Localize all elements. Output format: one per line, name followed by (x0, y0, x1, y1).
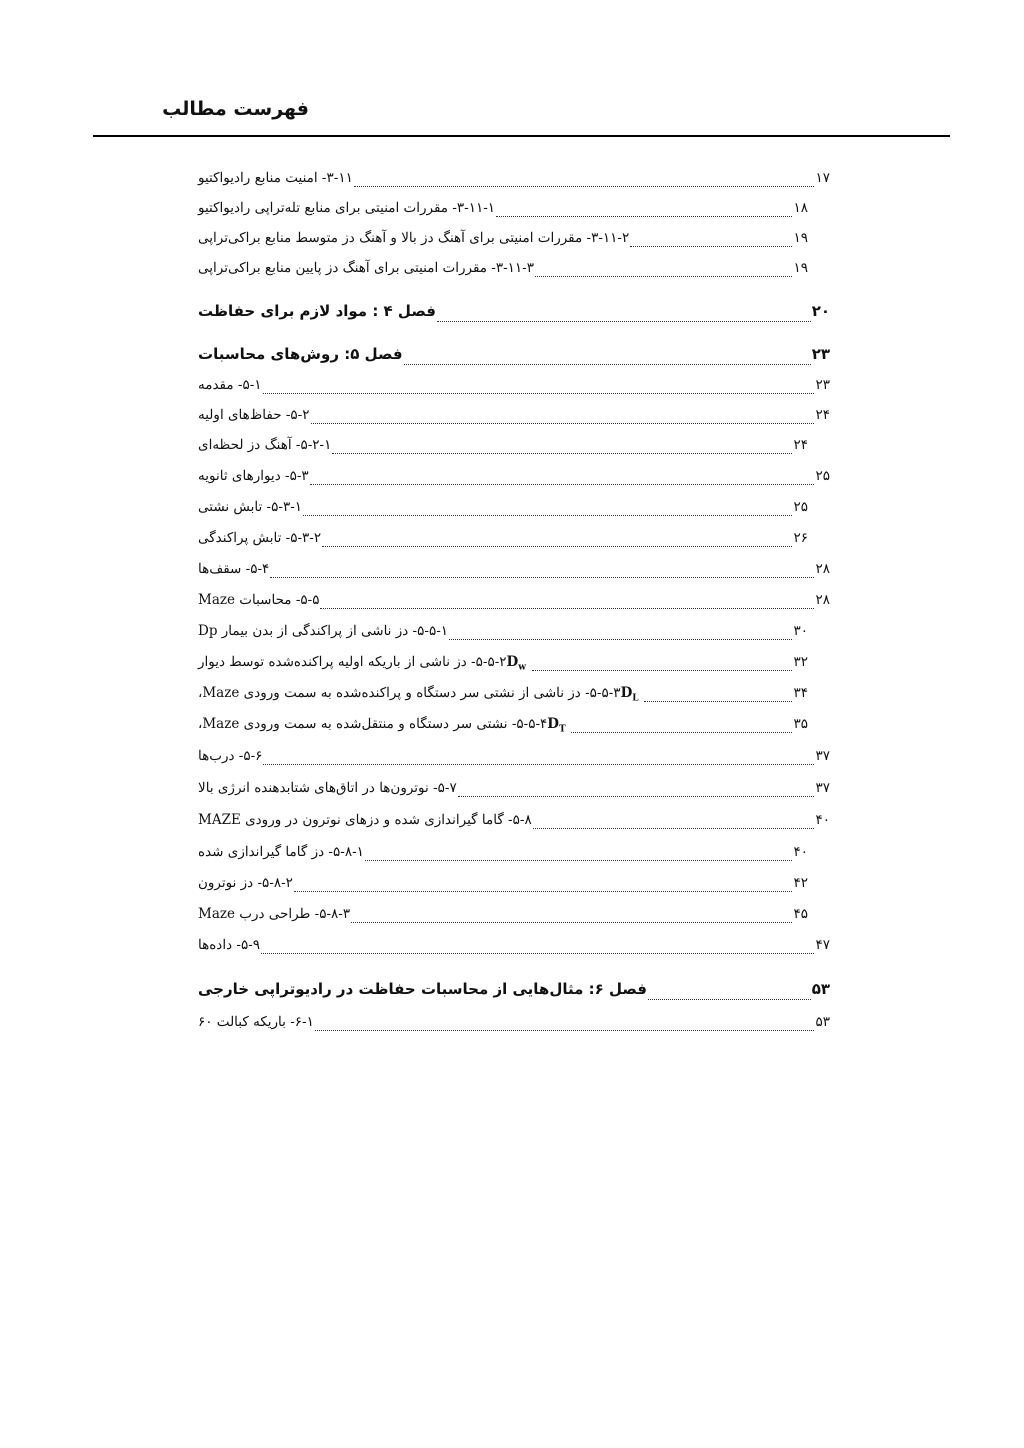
toc-entry-page: ۴۵ (793, 906, 808, 922)
toc-entry-page: ۲۰ (811, 302, 830, 320)
leader-dots (322, 545, 792, 547)
toc-entry-label: ۳-۱۱-۱- مقررات امنیتی برای منابع تله‌تراپی رادیواکتیو (198, 200, 496, 216)
toc-entry-label: ۵-۵-۱- دز ناشی از پراکندگی از بدن بیمار Dp (198, 623, 449, 639)
toc-entry-label: ۵-۵-۴- نشتی سر دستگاه و منتقل‌شده به سمت ورودی Maze، (198, 716, 548, 732)
toc-entry-page: ۱۹ (793, 260, 808, 276)
toc-entry-label: ۵-۸-۳- طراحی درب Maze (198, 906, 351, 922)
toc-entry[interactable] (196, 748, 832, 770)
toc-entry-label: ۵-۳-۲- تابش پراکندگی (198, 530, 322, 546)
toc-entry-page: ۳۰ (793, 623, 808, 639)
toc-entry[interactable] (196, 260, 810, 282)
toc-entry-page: ۲۵ (793, 499, 808, 515)
leader-dots (261, 952, 814, 954)
toc-entry[interactable] (196, 230, 810, 252)
leader-dots (311, 422, 815, 424)
toc-entry-label: ۵-۵-۳- دز ناشی از نشتی سر دستگاه و پراکنده‌شده به سمت ورودی Maze، (198, 685, 621, 701)
toc-entry[interactable] (196, 937, 832, 959)
toc-chapter-entry[interactable] (196, 980, 832, 1006)
toc-entry-page: ۳۷ (815, 748, 830, 764)
toc-entry-label: ۳-۱۱- امنیت منابع رادیواکتیو (198, 170, 353, 186)
toc-entry-page: ۲۶ (793, 530, 808, 546)
toc-entry-label: ۳-۱۱-۲- مقررات امنیتی برای آهنگ دز بالا و آهنگ دز متوسط منابع براکی‌تراپی (198, 230, 630, 246)
toc-entry-label: فصل ۵: روش‌های محاسبات (198, 345, 403, 363)
toc-entry-label: فصل ۶: مثال‌هایی از محاسبات حفاظت در رادیوتراپی خارجی (198, 980, 647, 998)
toc-entry[interactable] (196, 623, 810, 645)
leader-dots (315, 1029, 815, 1031)
leader-dots (458, 795, 815, 797)
leader-dots (320, 607, 814, 609)
toc-entry[interactable] (196, 200, 810, 222)
toc-entry[interactable] (196, 844, 810, 866)
leader-dots (496, 215, 792, 217)
toc-entry-page: ۲۴ (815, 407, 830, 423)
leader-dots (263, 392, 815, 394)
toc-chapter-entry[interactable] (196, 302, 832, 328)
toc-entry[interactable] (196, 716, 810, 738)
leader-dots (354, 185, 815, 187)
leader-dots (263, 763, 814, 765)
toc-entry-page: ۲۳ (815, 377, 830, 393)
toc-entry-label: ۵-۵- محاسبات Maze (198, 592, 320, 608)
leader-dots (449, 638, 792, 640)
toc-entry[interactable] (196, 780, 832, 802)
toc-entry-page: ۲۸ (815, 561, 830, 577)
toc-entry-label: ۵-۳- دیوارهای ثانویه (198, 468, 309, 484)
toc-entry-page: ۳۵ (793, 716, 808, 732)
toc-entry[interactable] (196, 685, 810, 707)
toc-entry-page: ۳۷ (815, 780, 830, 796)
toc-entry[interactable] (196, 812, 832, 834)
leader-dots (533, 827, 815, 829)
toc-entry-page: ۴۷ (815, 937, 830, 953)
leader-dots (532, 669, 793, 671)
toc-entry[interactable] (196, 468, 832, 490)
toc-entry-label: ۵-۳-۱- تابش نشتی (198, 499, 303, 515)
toc-entry-page: ۱۷ (815, 170, 830, 186)
toc-entry-label: ۵-۶- درب‌ها (198, 748, 263, 764)
toc-entry-page: ۴۰ (815, 812, 830, 828)
toc-entry-label: ۵-۹- داده‌ها (198, 937, 261, 953)
page-title: فهرست مطالب (162, 98, 309, 120)
toc-entry-page: ۲۵ (815, 468, 830, 484)
toc-entry-page: ۳۲ (793, 654, 808, 670)
toc-entry-label: ۳-۱۱-۳- مقررات امنیتی برای آهنگ دز پایین منابع براکی‌تراپی (198, 260, 534, 276)
toc-entry[interactable] (196, 437, 810, 459)
leader-dots (535, 275, 792, 277)
leader-dots (310, 483, 815, 485)
toc-entry-page: ۳۴ (793, 685, 808, 701)
toc-entry[interactable] (196, 530, 810, 552)
leader-dots (270, 576, 814, 578)
toc-entry-label: ۵-۴- سقف‌ها (198, 561, 270, 577)
toc-entry[interactable] (196, 170, 832, 192)
toc-entry-page: ۲۸ (815, 592, 830, 608)
toc-entry-label: ۶-۱- باریکه کبالت ۶۰ (198, 1014, 314, 1030)
toc-entry-label: ۵-۷- نوترون‌ها در اتاق‌های شتابدهنده انرژی بالا (198, 780, 457, 796)
toc-entry[interactable] (196, 654, 810, 676)
toc-entry-page: ۱۸ (793, 200, 808, 216)
leader-dots (644, 700, 792, 702)
toc-chapter-entry[interactable] (196, 345, 832, 371)
toc-entry[interactable] (196, 499, 810, 521)
toc-entry[interactable] (196, 407, 832, 429)
toc-entry-label: ۵-۸- گاما گیراندازی شده و دزهای نوترون در ورودی MAZE (198, 812, 532, 828)
toc-entry[interactable] (196, 377, 832, 399)
toc-entry[interactable] (196, 906, 810, 928)
toc-entry-label: ۵-۲- حفاظ‌های اولیه (198, 407, 310, 423)
dose-symbol: $D_w$ (506, 654, 526, 673)
leader-dots (404, 363, 811, 365)
toc-entry[interactable] (196, 592, 832, 614)
leader-dots (294, 890, 793, 892)
toc-entry-page: ۲۴ (793, 437, 808, 453)
leader-dots (630, 245, 792, 247)
leader-dots (365, 859, 793, 861)
leader-dots (332, 452, 792, 454)
toc-entry-page: ۱۹ (793, 230, 808, 246)
toc-entry[interactable] (196, 561, 832, 583)
toc-entry-label: ۵-۸-۲- دز نوترون (198, 875, 293, 891)
toc-entry[interactable] (196, 1014, 832, 1036)
toc-entry-label: ۵-۸-۱- دز گاما گیراندازی شده (198, 844, 364, 860)
leader-dots (437, 320, 811, 322)
toc-entry-page: ۲۳ (811, 345, 830, 363)
toc-entry-page: ۴۲ (793, 875, 808, 891)
toc-entry-label: فصل ۴ : مواد لازم برای حفاظت (198, 302, 436, 320)
leader-dots (303, 514, 792, 516)
header-rule (93, 135, 950, 137)
toc-entry-label: ۵-۵-۲- دز ناشی از باریکه اولیه پراکنده‌شده توسط دیوار (198, 654, 507, 670)
toc-entry-page: ۵۳ (811, 980, 830, 998)
dose-symbol: $D_L$ (620, 685, 639, 704)
leader-dots (571, 731, 792, 733)
toc-entry-page: ۵۳ (815, 1014, 830, 1030)
toc-entry-label: ۵-۲-۱- آهنگ دز لحظه‌ای (198, 437, 332, 453)
toc-entry[interactable] (196, 875, 810, 897)
leader-dots (648, 998, 811, 1000)
toc-entry-page: ۴۰ (793, 844, 808, 860)
leader-dots (351, 921, 792, 923)
dose-symbol: $D_T$ (547, 716, 566, 735)
toc-entry-label: ۵-۱- مقدمه (198, 377, 262, 393)
